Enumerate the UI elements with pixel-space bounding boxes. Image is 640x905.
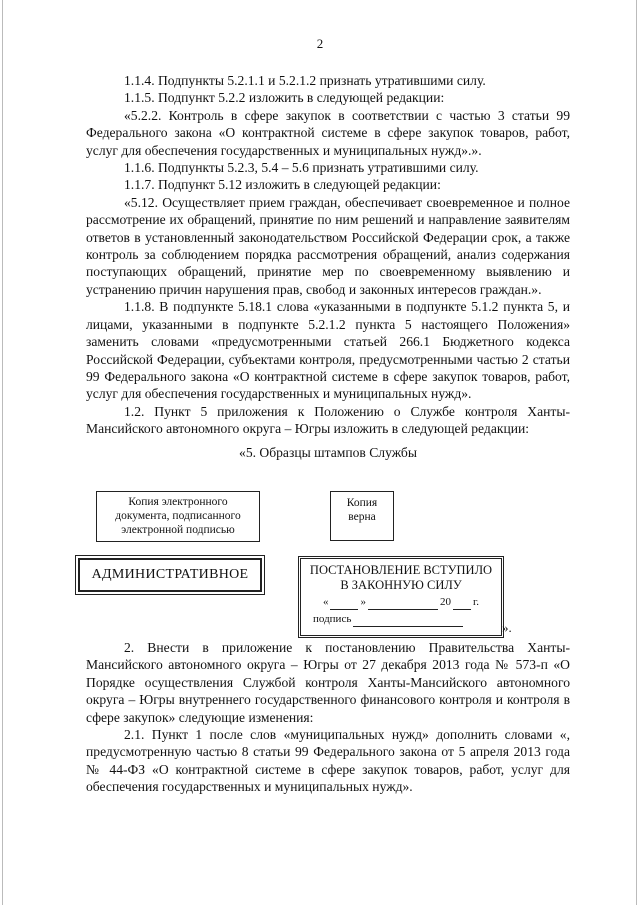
date-month-blank — [368, 595, 438, 610]
sign-label: подпись — [313, 612, 352, 625]
stamps-heading: «5. Образцы штампов Службы — [239, 444, 417, 460]
paragraph-1-1-6: 1.1.6. Подпункты 5.2.3, 5.4 – 5.6 признать утратившими силу. — [124, 160, 479, 176]
stamp-administrative: АДМИНИСТРАТИВНОЕ — [78, 558, 262, 592]
date-year-suffix: г. — [472, 595, 480, 608]
paragraph-2-1: 2.1. Пункт 1 после слов «муниципальных нужд» дополнить словами «, предусмотренную частью 8 статьи 99 Федерального закона от 5 апреля 2013 года № 44-ФЗ «О контрактной системе в сфере закупок товаров, работ, услуг для обеспечения государственных и муниципальных нужд». — [86, 726, 570, 795]
paragraph-1-1-8: 1.1.8. В подпункте 5.18.1 слова «указанными в подпункте 5.1.2 пункта 5, и лицами, указанными в подпункте 5.2.1.2 пункта 5 настоящего Положения» заменить словами «предусмотренными статьей 266.1 Бюджетного кодекса Российской Федерации, субъектами контроля, предусмотренными частью 2 статьи 99 Федерального закона «О контрактной системе в сфере закупок товаров, работ, услуг для обеспечения государственных и муниципальных нужд». — [86, 299, 570, 402]
page-edge-right — [636, 0, 637, 905]
stamp-sign-line — [301, 612, 501, 627]
paragraph-1-2: 1.2. Пункт 5 приложения к Положению о Службе контроля Ханты-Мансийского автономного округа – Югры изложить в следующей редакции: — [86, 403, 570, 437]
stamp-in-force — [298, 556, 504, 638]
stamp-copy-true-line: Копия — [346, 496, 378, 509]
stamp-copy-true — [330, 491, 394, 541]
stamp-copy-electronic — [96, 491, 260, 542]
sign-blank — [353, 612, 463, 627]
paragraph-5-2-2: «5.2.2. Контроль в сфере закупок в соответствии с частью 3 статьи 99 Федерального закона «О контрактной системе в сфере закупок товаров, работ, услуг для обеспечения государственных и муниципальных нужд».». — [86, 107, 570, 158]
stamp-copy-electronic-line: Копия электронного — [128, 495, 228, 508]
date-day-blank — [330, 595, 358, 610]
stamp-copy-true-line: верна — [348, 510, 376, 523]
paragraph-5-12: «5.12. Осуществляет прием граждан, обеспечивает своевременное и полное рассмотрение их обращений, принятие по ним решений и направление заявителям ответов в установленный законодательством Российской Федерации срок, а также контроль за соблюдением порядка рассмотрения обращений, анализ содержания поступающих обращений, принятие мер по своевременному выявлению и устранению причин нарушения прав, свобод и законных интересов граждан.». — [86, 194, 570, 297]
page-number: 2 — [316, 36, 324, 51]
paragraph-1-1-4: 1.1.4. Подпункты 5.2.1.1 и 5.2.1.2 признать утратившими силу. — [124, 73, 486, 88]
stamps-closing-quote: ». — [502, 619, 512, 635]
date-open-quote: « — [322, 595, 329, 608]
stamp-copy-electronic-line: электронной подписью — [121, 523, 235, 536]
stamp-in-force-line2: В ЗАКОННУЮ СИЛУ — [340, 577, 462, 592]
stamps-block — [86, 469, 570, 639]
stamp-copy-electronic-line: документа, подписанного — [115, 509, 241, 522]
date-close-quote: » — [360, 595, 366, 608]
document-body — [86, 72, 570, 796]
stamp-date-line — [301, 595, 501, 610]
stamp-in-force-line1: ПОСТАНОВЛЕНИЕ ВСТУПИЛО — [309, 562, 493, 577]
date-year-blank — [453, 595, 471, 610]
paragraph-2: 2. Внести в приложение к постановлению Правительства Ханты-Мансийского автономного округа – Югры от 27 декабря 2013 года № 573-п «О Порядке осуществления Службой контроля Ханты-Мансийского автономного округа – Югры внутреннего государственного финансового контроля и контроля в сфере закупок» следующие изменения: — [86, 639, 570, 725]
paragraph-1-1-7: 1.1.7. Подпункт 5.12 изложить в следующей редакции: — [124, 177, 441, 193]
paragraph-1-1-5: 1.1.5. Подпункт 5.2.2 изложить в следующей редакции: — [124, 90, 445, 106]
date-year-prefix: 20 — [439, 595, 451, 608]
page-edge-left — [2, 0, 3, 905]
